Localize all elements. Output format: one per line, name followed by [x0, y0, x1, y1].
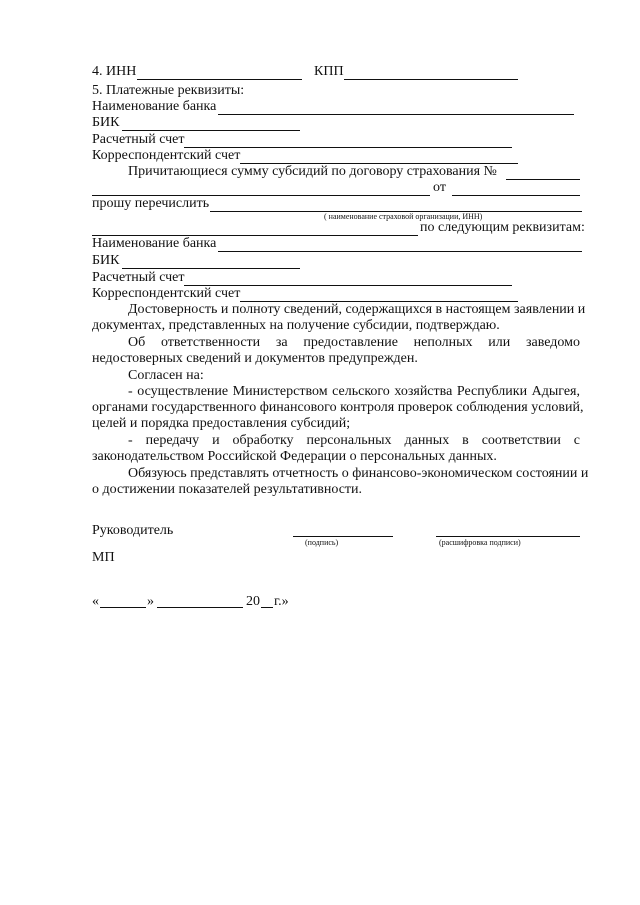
contract-number-field[interactable]	[506, 179, 580, 180]
consent-title: Согласен на:	[128, 368, 204, 383]
stamp-label: МП	[92, 550, 115, 565]
reporting-obligation-line1: Обязуюсь представлять отчетность о финансово-экономическом состоянии и	[128, 466, 589, 481]
consent-item1-line3: целей и порядка предоставления субсидий;	[92, 416, 351, 431]
kpp-label: КПП	[314, 64, 344, 79]
recipient-bank-name-field[interactable]	[218, 251, 582, 252]
signature-field[interactable]	[293, 536, 393, 537]
date-year-suffix: г.»	[274, 594, 289, 609]
recipient-bank-name-label: Наименование банка	[92, 236, 217, 251]
reliability-statement-line2: документах, представленных на получение субсидии, подтверждаю.	[92, 318, 500, 333]
kpp-field[interactable]	[344, 79, 518, 80]
reliability-statement-line1: Достоверность и полноту сведений, содержащихся в настоящем заявлении и	[128, 302, 586, 317]
from-label: от	[433, 180, 446, 195]
bik-label: БИК	[92, 115, 120, 130]
bank-name-field[interactable]	[218, 114, 574, 115]
subsidy-due-text: Причитающиеся сумму субсидий по договору страхования №	[128, 164, 497, 179]
bank-name-label: Наименование банка	[92, 99, 217, 114]
signature-decryption-field[interactable]	[436, 536, 580, 537]
date-year-prefix: 20	[246, 594, 260, 609]
date-month-field[interactable]	[157, 607, 243, 608]
responsibility-statement-line1: Об ответственности за предоставление неполных или заведомо	[128, 335, 580, 350]
bik-field[interactable]	[122, 130, 300, 131]
signature-decryption-caption: (расшифровка подписи)	[439, 538, 521, 547]
inn-field[interactable]	[137, 79, 302, 80]
recipient-bik-label: БИК	[92, 253, 120, 268]
date-year-field[interactable]	[261, 607, 273, 608]
transfer-label: прошу перечислить	[92, 196, 210, 211]
signature-caption: (подпись)	[305, 538, 339, 547]
contract-date-field[interactable]	[452, 195, 580, 196]
head-label: Руководитель	[92, 523, 174, 538]
consent-item2-line1: - передачу и обработку персональных данных в соответствии с	[128, 433, 580, 448]
insurer-caption: ( наименование страховой организации, ИНН)	[324, 212, 483, 221]
consent-item2-line2: законодательством Российской Федерации о персональных данных.	[92, 449, 497, 464]
recipient-correspondent-account-label: Корреспондентский счет	[92, 286, 241, 301]
date-quote-close: »	[147, 594, 154, 609]
reporting-obligation-line2: о достижении показателей результативности.	[92, 482, 363, 497]
recipient-settlement-account-label: Расчетный счет	[92, 270, 185, 285]
inn-label: 4. ИНН	[92, 64, 137, 79]
date-quote-open: «	[92, 594, 99, 609]
consent-item1-line1: - осуществление Министерством сельского хозяйства Республики Адыгея,	[128, 384, 580, 399]
consent-item1-line2: органами государственного финансового контроля проверок соблюдения условий,	[92, 400, 584, 415]
recipient-bik-field[interactable]	[122, 268, 300, 269]
following-requisites-label: по следующим реквизитам:	[420, 220, 585, 235]
date-day-field[interactable]	[100, 607, 146, 608]
settlement-account-label: Расчетный счет	[92, 132, 185, 147]
responsibility-statement-line2: недостоверных сведений и документов предупрежден.	[92, 351, 418, 366]
correspondent-account-label: Корреспондентский счет	[92, 148, 241, 163]
payment-details-label: 5. Платежные реквизиты:	[92, 83, 245, 98]
